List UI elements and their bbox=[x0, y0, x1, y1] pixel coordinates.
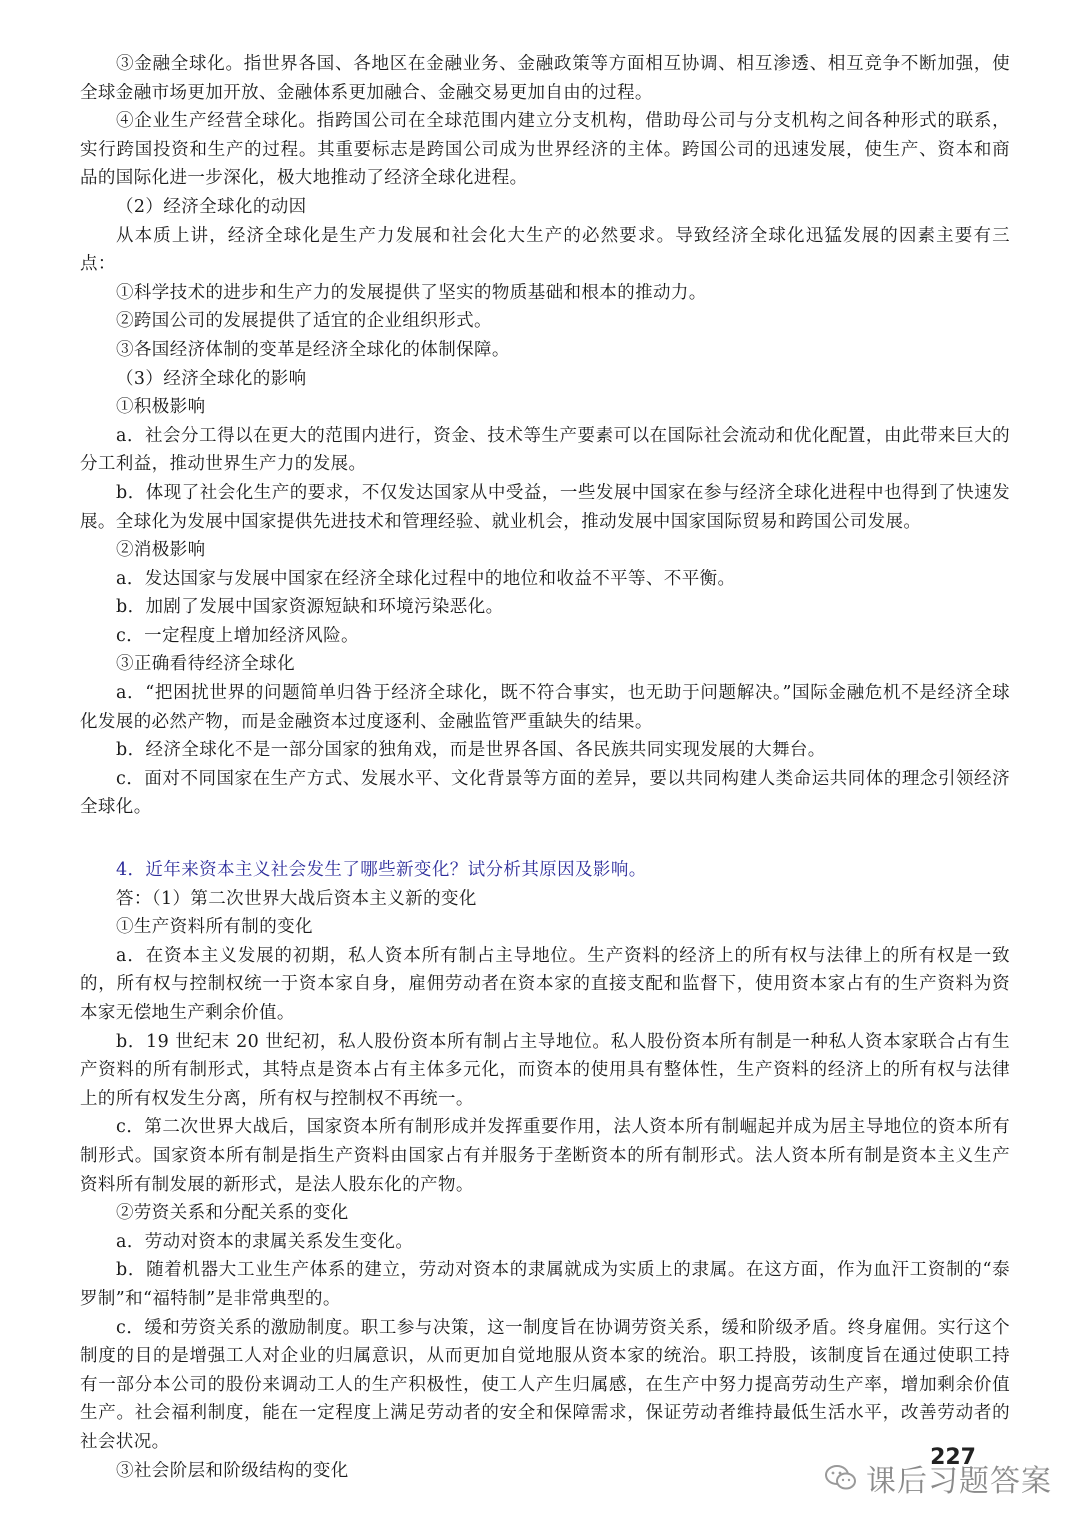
paragraph: ②跨国公司的发展提供了适宜的企业组织形式。 bbox=[116, 311, 492, 332]
paragraph: （2）经济全球化的动因 bbox=[116, 196, 307, 217]
paragraph: c．一定程度上增加经济风险。 bbox=[116, 625, 359, 646]
paragraph: b．体现了社会化生产的要求，不仅发达国家从中受益，一些发展中国家在参与经济全球化进程中也得到了快速发展。全球化为发展中国家提供先进技术和管理经验、就业机会，推动发展中国家国际贸易和跨国公司发展。 bbox=[80, 482, 1010, 532]
paragraph: a．发达国家与发展中国家在经济全球化过程中的地位和收益不平等、不平衡。 bbox=[116, 568, 736, 589]
paragraph: c．面对不同国家在生产方式、发展水平、文化背景等方面的差异，要以共同构建人类命运共同体的理念引领经济全球化。 bbox=[80, 768, 1010, 818]
paragraph: b．加剧了发展中国家资源短缺和环境污染恶化。 bbox=[116, 597, 504, 618]
watermark-text: 课后习题答案 bbox=[866, 1464, 1052, 1499]
paragraph: ①科学技术的进步和生产力的发展提供了坚实的物质基础和根本的推动力。 bbox=[116, 282, 707, 303]
paragraph: ①生产资料所有制的变化 bbox=[116, 917, 313, 938]
paragraph: ③各国经济体制的变革是经济全球化的体制保障。 bbox=[116, 339, 510, 360]
paragraph: ②劳资关系和分配关系的变化 bbox=[116, 1203, 349, 1224]
page-number: 227 bbox=[930, 1445, 976, 1470]
paragraph: b．19 世纪末 20 世纪初，私人股份资本所有制占主导地位。私人股份资本所有制是一种私人资本家联合占有生产资料的所有制形式，其特点是资本占有主体多元化，而资本的使用具有整体性，生产资料的经济上的所有权与法律上的所有权发生分离，所有权与控制权不再统一。 bbox=[80, 1031, 1010, 1109]
paragraph: ③金融全球化。指世界各国、各地区在金融业务、金融政策等方面相互协调、相互渗透、相互竞争不断加强，使全球金融市场更加开放、金融体系更加融合、金融交易更加自由的过程。 bbox=[80, 54, 1010, 103]
paragraph: a．在资本主义发展的初期，私人资本所有制占主导地位。生产资料的经济上的所有权与法律上的所有权是一致的，所有权与控制权统一于资本家自身，雇佣劳动者在资本家的直接支配和监督下，使用资本家占有的生产资料为资本家无偿地生产剩余价值。 bbox=[80, 945, 1010, 1023]
paragraph: b．随着机器大工业生产体系的建立，劳动对资本的隶属就成为实质上的隶属。在这方面，作为血汗工资制的“泰罗制”和“福特制”是非常典型的。 bbox=[80, 1260, 1010, 1309]
paragraph: a．劳动对资本的隶属关系发生变化。 bbox=[116, 1231, 414, 1252]
paragraph: 答：（1）第二次世界大战后资本主义新的变化 bbox=[116, 888, 477, 909]
question-heading: 4．近年来资本主义社会发生了哪些新变化？试分析其原因及影响。 bbox=[116, 860, 647, 881]
watermark bbox=[824, 1456, 1052, 1500]
wechat-icon bbox=[824, 1463, 858, 1493]
paragraph: b．经济全球化不是一部分国家的独角戏，而是世界各国、各民族共同实现发展的大舞台。 bbox=[116, 740, 826, 761]
paragraph: a．社会分工得以在更大的范围内进行，资金、技术等生产要素可以在国际社会流动和优化配置，由此带来巨大的分工利益，推动世界生产力的发展。 bbox=[80, 425, 1010, 475]
paragraph: ④企业生产经营全球化。指跨国公司在全球范围内建立分支机构，借助母公司与分支机构之间各种形式的联系，实行跨国投资和生产的过程。其重要标志是跨国公司成为世界经济的主体。跨国公司的迅速发展，使生产、资本和商品的国际化进一步深化，极大地推动了经济全球化进程。 bbox=[80, 111, 1010, 189]
paragraph: c．缓和劳资关系的激励制度。职工参与决策，这一制度旨在协调劳资关系，缓和阶级矛盾。终身雇佣。实行这个制度的目的是增强工人对企业的归属意识，从而更加自觉地服从资本家的统治。职工持股，该制度旨在通过使职工持有一部分本公司的股份来调动工人的生产积极性，使工人产生归属感，在生产中努力提高劳动生产率，增加剩余价值生产。社会福利制度，能在一定程度上满足劳动者的安全和保障需求，保证劳动者维持最低生活水平，改善劳动者的社会状况。 bbox=[80, 1317, 1010, 1452]
paragraph: 从本质上讲，经济全球化是生产力发展和社会化大生产的必然要求。导致经济全球化迅猛发展的因素主要有三点： bbox=[80, 225, 1010, 275]
document-page bbox=[80, 50, 1010, 1485]
paragraph: ③正确看待经济全球化 bbox=[116, 654, 295, 675]
paragraph: （3）经济全球化的影响 bbox=[116, 368, 307, 389]
paragraph: c．第二次世界大战后，国家资本所有制形成并发挥重要作用，法人资本所有制崛起并成为居主导地位的资本所有制形式。国家资本所有制是指生产资料由国家占有并服务于垄断资本的所有制形式。法人资本所有制是资本主义生产资料所有制发展的新形式，是法人股东化的产物。 bbox=[80, 1117, 1010, 1195]
paragraph: ③社会阶层和阶级结构的变化 bbox=[116, 1460, 349, 1481]
paragraph: ②消极影响 bbox=[116, 540, 206, 561]
paragraph: a．“把困扰世界的问题简单归咎于经济全球化，既不符合事实，也无助于问题解决。”国际金融危机不是经济全球化发展的必然产物，而是金融资本过度逐利、金融监管严重缺失的结果。 bbox=[80, 683, 1010, 732]
section-gap bbox=[80, 822, 1010, 856]
paragraph: ①积极影响 bbox=[116, 397, 206, 418]
